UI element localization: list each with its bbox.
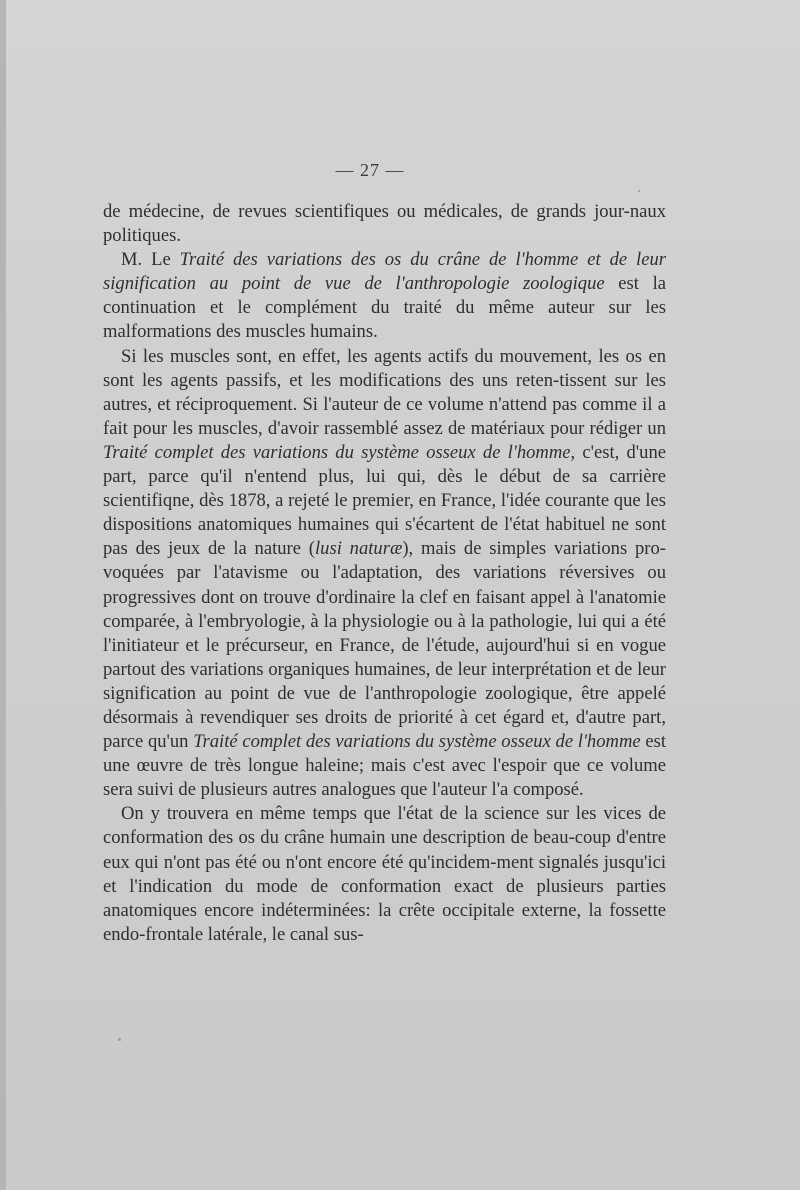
paragraph-text: ), mais de simples variations pro-voquées par l'atavisme ou l'adaptation, des variations réversives ou progressives dont on trouve d'ordinaire la clef en faisant appel à l'anatomie comparée, à l'embryologie, à la physiologie ou à la pathologie, lui qui a été l'initiateur et le précurseur, en France, de l'étude, aujourd'hui si en vogue partout des variations organiques humaines, de leur interprétation et de leur signification au point de vue de l'anthropologie zoologique, être appelé désormais à revendiquer ses droits de priorité à cet égard et, d'autre part, parce qu'un [103, 538, 666, 753]
paragraph-text: Si les muscles sont, en effet, les agents actifs du mouvement, les os en sont les agents passifs, et les modifications des uns reten-tissent sur les autres, et réciproquement. Si l'auteur de ce volume n'attend pas comme il a fait pour les muscles, d'avoir rassemblé assez de matériaux pour rédiger un [103, 345, 666, 439]
paper-speck [638, 190, 640, 192]
paragraph-text: On y trouvera en même temps que l'état de la science sur les vices de conformation des os du crâne humain une description de beau-coup d'entre eux qui n'ont pas été ou n'ont encore été qu'incidem-ment signalés jusqu'ici et l'indication du mode de conformation exact de plusieurs parties anatomiques encore indéterminées: la crête occipitale externe, la fossette endo-frontale latérale, le canal sus- [103, 803, 666, 945]
italic-title-text: Traité complet des variations du système osseux de l'homme [103, 441, 571, 463]
body-text [103, 200, 666, 947]
italic-title-text: lusi naturæ [315, 538, 403, 560]
page-number: — 27 — [335, 160, 405, 180]
paragraph-2 [103, 248, 666, 344]
italic-title-text: Traité complet des variations du système osseux de l'homme [193, 731, 641, 753]
paragraph-1 [103, 200, 666, 248]
paragraph-text: de médecine, de revues scientifiques ou médicales, de grands jour-naux politiques. [103, 201, 666, 247]
paper-speck [118, 1038, 121, 1041]
paragraph-text: , c'est, d'une part, parce qu'il n'entend plus, lui qui, dès le début de sa carrière scientifiqne, dès 1878, a rejeté le premier, en France, l'idée courante que les dispositions anatomiques humaines qui s'écartent de l'état habituel ne sont pas des jeux de la nature ( [103, 441, 666, 560]
italic-title-text: Traité des variations des os du crâne de l'homme et de leur signification au point de vue de l'anthropologie zoologique [103, 249, 666, 295]
paragraph-text: est une œuvre de très longue haleine; mais c'est avec l'espoir que ce volume sera suivi de plusieurs autres analogues que l'auteur l'a composé. [103, 731, 666, 801]
paragraph-text: M. Le [121, 249, 180, 271]
paragraph-text: est la continuation et le complément du traité du même auteur sur les malformations des muscles humains. [103, 273, 666, 343]
paragraph-3 [103, 345, 666, 803]
paragraph-4 [103, 802, 666, 947]
